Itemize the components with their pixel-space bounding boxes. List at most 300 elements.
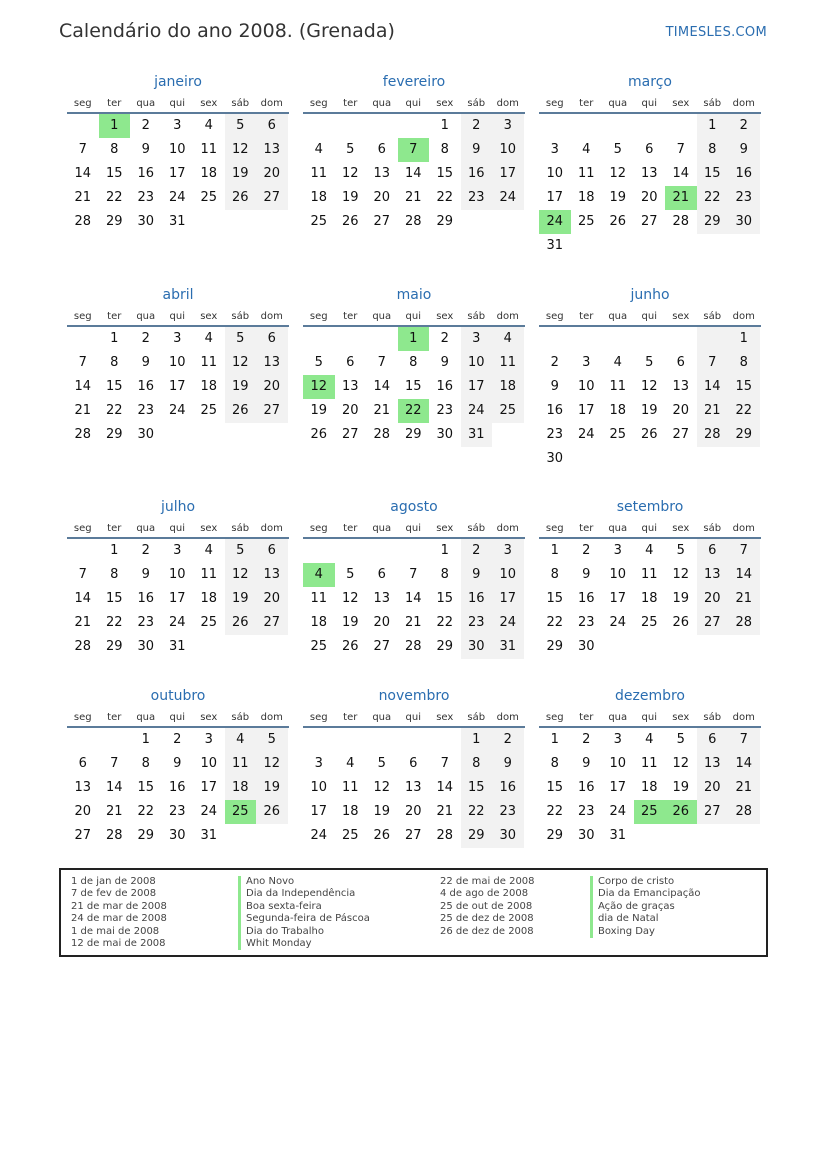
day-cell: 7 xyxy=(377,355,386,370)
day-cell: 29 xyxy=(546,828,564,843)
day-cell: 19 xyxy=(225,162,257,186)
day-cell: 2 xyxy=(173,732,182,747)
day-cell: 30 xyxy=(168,828,186,843)
day-cell: 16 xyxy=(461,587,493,611)
day-cell: 3 xyxy=(461,327,493,351)
day-cell: 24 xyxy=(310,828,328,843)
weekday-label: qua xyxy=(372,712,392,723)
day-cell: 8 xyxy=(409,355,418,370)
day-cell: 4 xyxy=(314,142,323,157)
legend-holiday-name: Ação de graças xyxy=(590,901,700,913)
weekday-label: ter xyxy=(107,98,122,109)
day-cell: 10 xyxy=(546,166,564,181)
day-cell: 26 xyxy=(310,427,328,442)
legend-date: 1 de jan de 2008 xyxy=(71,876,156,887)
day-cell: 23 xyxy=(728,186,760,210)
day-cell: 17 xyxy=(310,804,328,819)
weekday-label: sex xyxy=(436,311,454,322)
day-cell: 18 xyxy=(200,591,218,606)
day-grid xyxy=(67,539,289,659)
day-cell: 27 xyxy=(404,828,422,843)
day-cell: 15 xyxy=(546,780,564,795)
day-cell: 3 xyxy=(492,114,524,138)
day-cell: 11 xyxy=(310,591,328,606)
day-cell: 3 xyxy=(582,355,591,370)
day-cell: 14 xyxy=(74,379,92,394)
day-cell: 6 xyxy=(377,567,386,582)
day-cell: 18 xyxy=(640,780,658,795)
day-cell: 20 xyxy=(672,403,690,418)
day-cell: 1 xyxy=(110,543,119,558)
day-cell: 24 xyxy=(168,615,186,630)
day-cell: 18 xyxy=(640,591,658,606)
day-cell: 3 xyxy=(613,732,622,747)
weekday-label: qua xyxy=(136,98,156,109)
weekday-label: qui xyxy=(405,98,421,109)
day-cell: 29 xyxy=(105,427,123,442)
legend-holiday-name: Dia da Independência xyxy=(238,888,370,900)
day-cell: 17 xyxy=(168,591,186,606)
day-cell: 25 xyxy=(609,427,627,442)
day-cell: 28 xyxy=(74,427,92,442)
weekday-label: ter xyxy=(579,523,594,534)
day-cell: 17 xyxy=(546,190,564,205)
day-cell: 24 xyxy=(168,190,186,205)
month-name: março xyxy=(628,74,672,90)
day-cell: 12 xyxy=(225,563,257,587)
empty-cell xyxy=(303,114,335,138)
legend-date: 1 de mai de 2008 xyxy=(71,925,160,937)
day-cell: 12 xyxy=(341,591,359,606)
day-cell: 13 xyxy=(373,166,391,181)
day-cell: 30 xyxy=(492,824,524,848)
weekday-label: ter xyxy=(579,98,594,109)
day-cell: 14 xyxy=(672,166,690,181)
weekday-label: dom xyxy=(260,712,283,723)
month-3 xyxy=(67,283,289,447)
day-grid xyxy=(539,114,761,258)
empty-cell xyxy=(303,539,335,563)
legend-holiday-name: Dia da Emancipação xyxy=(590,888,700,900)
empty-cell xyxy=(366,327,398,351)
day-cell: 5 xyxy=(225,327,257,351)
weekday-header xyxy=(303,708,525,728)
weekday-label: seg xyxy=(73,523,92,534)
day-cell: 10 xyxy=(310,780,328,795)
day-cell: 12 xyxy=(225,138,257,162)
day-cell: 21 xyxy=(74,190,92,205)
day-cell: 19 xyxy=(672,591,690,606)
day-cell: 3 xyxy=(550,142,559,157)
empty-cell xyxy=(67,728,99,752)
day-cell: 5 xyxy=(346,142,355,157)
day-cell: 20 xyxy=(640,190,658,205)
day-cell: 1 xyxy=(110,331,119,346)
weekday-label: qua xyxy=(136,311,156,322)
day-cell: 23 xyxy=(137,403,155,418)
empty-cell xyxy=(398,539,430,563)
day-cell: 15 xyxy=(105,591,123,606)
day-cell: 11 xyxy=(200,567,218,582)
weekday-label: ter xyxy=(343,311,358,322)
day-cell: 24 xyxy=(492,611,524,635)
weekday-label: sáb xyxy=(467,712,486,723)
day-cell: 11 xyxy=(609,379,627,394)
day-cell: 8 xyxy=(461,752,493,776)
day-cell: 12 xyxy=(373,780,391,795)
day-cell: 7 xyxy=(78,567,87,582)
weekday-label: dom xyxy=(496,311,519,322)
legend-holiday-name: Boxing Day xyxy=(590,926,700,938)
weekday-header xyxy=(539,307,761,327)
day-cell: 9 xyxy=(141,142,150,157)
day-cell: 6 xyxy=(409,756,418,771)
day-cell: 26 xyxy=(225,399,257,423)
weekday-label: seg xyxy=(309,712,328,723)
month-4 xyxy=(303,283,525,447)
day-cell: 3 xyxy=(204,732,213,747)
day-cell: 3 xyxy=(173,331,182,346)
weekday-label: seg xyxy=(309,311,328,322)
day-cell: 26 xyxy=(341,639,359,654)
day-grid xyxy=(67,327,289,447)
day-cell: 31 xyxy=(168,639,186,654)
day-cell: 8 xyxy=(550,756,559,771)
month-11 xyxy=(539,684,761,848)
day-cell: 28 xyxy=(373,427,391,442)
day-cell: 8 xyxy=(110,567,119,582)
weekday-label: seg xyxy=(545,311,564,322)
day-cell: 25 xyxy=(341,828,359,843)
day-cell: 19 xyxy=(225,587,257,611)
day-cell: 13 xyxy=(373,591,391,606)
day-cell: 21 xyxy=(697,399,729,423)
day-cell: 1 xyxy=(697,114,729,138)
month-name: junho xyxy=(630,287,670,303)
day-cell: 21 xyxy=(74,615,92,630)
day-cell: 10 xyxy=(492,563,524,587)
day-cell: 13 xyxy=(256,563,288,587)
empty-cell xyxy=(571,114,603,138)
holiday-day-cell: 4 xyxy=(303,563,335,587)
day-cell: 27 xyxy=(373,214,391,229)
day-cell: 21 xyxy=(404,190,422,205)
day-cell: 16 xyxy=(577,591,595,606)
month-name: outubro xyxy=(150,688,206,704)
day-cell: 27 xyxy=(697,611,729,635)
day-cell: 8 xyxy=(550,567,559,582)
empty-cell xyxy=(366,539,398,563)
empty-cell xyxy=(67,327,99,351)
day-cell: 5 xyxy=(613,142,622,157)
day-cell: 12 xyxy=(256,752,288,776)
day-cell: 26 xyxy=(609,214,627,229)
weekday-label: qui xyxy=(169,98,185,109)
month-name: fevereiro xyxy=(382,74,446,90)
day-cell: 14 xyxy=(728,563,760,587)
day-cell: 7 xyxy=(78,142,87,157)
day-cell: 25 xyxy=(640,615,658,630)
brand-link[interactable]: TIMESLES.COM xyxy=(665,25,767,40)
day-cell: 21 xyxy=(728,587,760,611)
empty-cell xyxy=(634,327,666,351)
day-cell: 30 xyxy=(577,639,595,654)
day-cell: 27 xyxy=(697,800,729,824)
weekday-label: seg xyxy=(545,523,564,534)
day-cell: 26 xyxy=(640,427,658,442)
weekday-header xyxy=(303,94,525,114)
day-cell: 23 xyxy=(137,615,155,630)
day-cell: 20 xyxy=(373,615,391,630)
day-cell: 12 xyxy=(672,756,690,771)
day-cell: 10 xyxy=(168,567,186,582)
day-cell: 1 xyxy=(550,543,559,558)
day-cell: 17 xyxy=(609,591,627,606)
day-cell: 2 xyxy=(141,543,150,558)
empty-cell xyxy=(429,728,461,752)
page-title: Calendário do ano 2008. (Grenada) xyxy=(59,20,395,42)
day-cell: 9 xyxy=(440,355,449,370)
day-cell: 29 xyxy=(105,214,123,229)
weekday-label: qua xyxy=(136,712,156,723)
day-grid xyxy=(303,327,525,447)
day-cell: 6 xyxy=(697,728,729,752)
day-cell: 13 xyxy=(256,351,288,375)
weekday-label: qui xyxy=(641,311,657,322)
day-cell: 8 xyxy=(110,355,119,370)
weekday-header xyxy=(67,94,289,114)
legend-dates-left xyxy=(71,876,167,950)
day-cell: 24 xyxy=(200,804,218,819)
weekday-label: dom xyxy=(260,98,283,109)
day-cell: 5 xyxy=(676,732,685,747)
day-cell: 15 xyxy=(404,379,422,394)
day-cell: 25 xyxy=(200,190,218,205)
day-cell: 29 xyxy=(546,639,564,654)
day-cell: 31 xyxy=(492,635,524,659)
day-grid xyxy=(67,728,289,848)
day-cell: 11 xyxy=(640,756,658,771)
day-cell: 20 xyxy=(256,162,288,186)
day-cell: 15 xyxy=(546,591,564,606)
day-cell: 28 xyxy=(436,828,454,843)
day-cell: 9 xyxy=(461,138,493,162)
weekday-label: qui xyxy=(641,98,657,109)
day-cell: 13 xyxy=(404,780,422,795)
day-cell: 24 xyxy=(492,186,524,210)
day-cell: 21 xyxy=(436,804,454,819)
weekday-label: qua xyxy=(608,311,628,322)
day-cell: 19 xyxy=(672,780,690,795)
day-cell: 5 xyxy=(377,756,386,771)
legend-date: 4 de ago de 2008 xyxy=(440,888,529,900)
weekday-label: sex xyxy=(200,523,218,534)
day-cell: 18 xyxy=(341,804,359,819)
weekday-label: qua xyxy=(372,311,392,322)
day-cell: 26 xyxy=(341,214,359,229)
month-2 xyxy=(539,70,761,258)
holiday-day-cell: 26 xyxy=(665,800,697,824)
day-cell: 2 xyxy=(440,331,449,346)
day-cell: 15 xyxy=(436,591,454,606)
day-cell: 4 xyxy=(225,728,257,752)
day-cell: 22 xyxy=(546,804,564,819)
weekday-label: seg xyxy=(309,98,328,109)
weekday-label: sex xyxy=(436,712,454,723)
day-cell: 14 xyxy=(404,591,422,606)
month-1 xyxy=(303,70,525,234)
day-cell: 22 xyxy=(697,186,729,210)
day-cell: 12 xyxy=(640,379,658,394)
month-10 xyxy=(303,684,525,848)
day-cell: 22 xyxy=(436,615,454,630)
day-cell: 19 xyxy=(373,804,391,819)
day-grid xyxy=(67,114,289,234)
empty-cell xyxy=(67,539,99,563)
day-cell: 29 xyxy=(436,639,454,654)
holiday-day-cell: 12 xyxy=(303,375,335,399)
weekday-label: ter xyxy=(343,98,358,109)
day-cell: 31 xyxy=(609,828,627,843)
day-cell: 4 xyxy=(645,543,654,558)
weekday-label: dom xyxy=(496,98,519,109)
day-grid xyxy=(303,539,525,659)
day-cell: 1 xyxy=(550,732,559,747)
weekday-label: sex xyxy=(672,98,690,109)
day-cell: 30 xyxy=(436,427,454,442)
day-cell: 11 xyxy=(200,355,218,370)
day-cell: 24 xyxy=(609,804,627,819)
day-cell: 17 xyxy=(200,780,218,795)
day-cell: 28 xyxy=(697,423,729,447)
day-cell: 24 xyxy=(577,427,595,442)
weekday-header xyxy=(303,307,525,327)
day-cell: 26 xyxy=(373,828,391,843)
day-grid xyxy=(539,728,761,848)
legend-names-left xyxy=(238,876,370,950)
day-cell: 12 xyxy=(672,567,690,582)
weekday-label: qui xyxy=(169,523,185,534)
weekday-header xyxy=(67,307,289,327)
month-7 xyxy=(303,495,525,659)
day-cell: 23 xyxy=(461,186,493,210)
day-cell: 17 xyxy=(168,166,186,181)
day-cell: 5 xyxy=(346,567,355,582)
day-cell: 26 xyxy=(225,611,257,635)
weekday-label: sex xyxy=(672,523,690,534)
day-cell: 23 xyxy=(492,800,524,824)
day-grid xyxy=(539,327,761,471)
day-cell: 15 xyxy=(697,162,729,186)
day-cell: 29 xyxy=(697,210,729,234)
day-cell: 19 xyxy=(256,776,288,800)
day-cell: 23 xyxy=(546,427,564,442)
day-cell: 9 xyxy=(141,355,150,370)
holiday-day-cell: 25 xyxy=(225,800,257,824)
weekday-label: qua xyxy=(372,98,392,109)
day-cell: 2 xyxy=(141,331,150,346)
day-cell: 22 xyxy=(105,403,123,418)
day-cell: 22 xyxy=(436,190,454,205)
day-cell: 9 xyxy=(492,752,524,776)
day-cell: 16 xyxy=(137,166,155,181)
day-cell: 11 xyxy=(577,166,595,181)
weekday-label: dom xyxy=(260,523,283,534)
day-cell: 8 xyxy=(110,142,119,157)
day-cell: 3 xyxy=(173,543,182,558)
legend-date: 24 de mar de 2008 xyxy=(71,913,167,925)
day-cell: 3 xyxy=(613,543,622,558)
day-cell: 27 xyxy=(373,639,391,654)
day-cell: 27 xyxy=(256,611,288,635)
day-cell: 5 xyxy=(645,355,654,370)
day-cell: 6 xyxy=(78,756,87,771)
day-cell: 27 xyxy=(256,186,288,210)
empty-cell xyxy=(366,728,398,752)
day-cell: 19 xyxy=(341,190,359,205)
day-cell: 11 xyxy=(640,567,658,582)
weekday-label: ter xyxy=(579,311,594,322)
day-cell: 20 xyxy=(404,804,422,819)
weekday-header xyxy=(67,519,289,539)
weekday-label: dom xyxy=(732,98,755,109)
day-cell: 4 xyxy=(204,118,213,133)
empty-cell xyxy=(398,114,430,138)
empty-cell xyxy=(539,327,571,351)
day-cell: 6 xyxy=(645,142,654,157)
day-grid xyxy=(539,539,761,659)
day-cell: 30 xyxy=(137,639,155,654)
day-cell: 18 xyxy=(200,166,218,181)
day-cell: 22 xyxy=(105,615,123,630)
weekday-label: dom xyxy=(260,311,283,322)
month-name: maio xyxy=(396,287,432,303)
day-cell: 7 xyxy=(78,355,87,370)
day-cell: 8 xyxy=(141,756,150,771)
legend-holiday-name: Dia do Trabalho xyxy=(238,926,370,938)
legend-holiday-name: Ano Novo xyxy=(238,876,370,888)
weekday-label: sáb xyxy=(467,311,486,322)
weekday-label: sáb xyxy=(231,311,250,322)
weekday-header xyxy=(303,519,525,539)
day-cell: 9 xyxy=(173,756,182,771)
day-cell: 28 xyxy=(404,214,422,229)
day-cell: 14 xyxy=(105,780,123,795)
weekday-label: sex xyxy=(200,311,218,322)
weekday-label: qui xyxy=(641,712,657,723)
legend-holiday-name: Corpo de cristo xyxy=(590,876,700,888)
day-cell: 10 xyxy=(492,138,524,162)
weekday-label: ter xyxy=(107,311,122,322)
day-cell: 16 xyxy=(546,403,564,418)
day-cell: 6 xyxy=(676,355,685,370)
day-cell: 16 xyxy=(137,379,155,394)
legend-holiday-name: Boa sexta-feira xyxy=(238,901,370,913)
month-name: agosto xyxy=(390,499,438,515)
day-cell: 26 xyxy=(225,186,257,210)
weekday-label: seg xyxy=(73,311,92,322)
day-cell: 7 xyxy=(728,728,760,752)
day-cell: 15 xyxy=(137,780,155,795)
month-0 xyxy=(67,70,289,234)
empty-cell xyxy=(366,114,398,138)
day-cell: 6 xyxy=(256,114,288,138)
day-cell: 7 xyxy=(697,351,729,375)
day-cell: 2 xyxy=(728,114,760,138)
day-cell: 7 xyxy=(409,567,418,582)
day-cell: 9 xyxy=(141,567,150,582)
legend-names-right xyxy=(590,876,700,938)
